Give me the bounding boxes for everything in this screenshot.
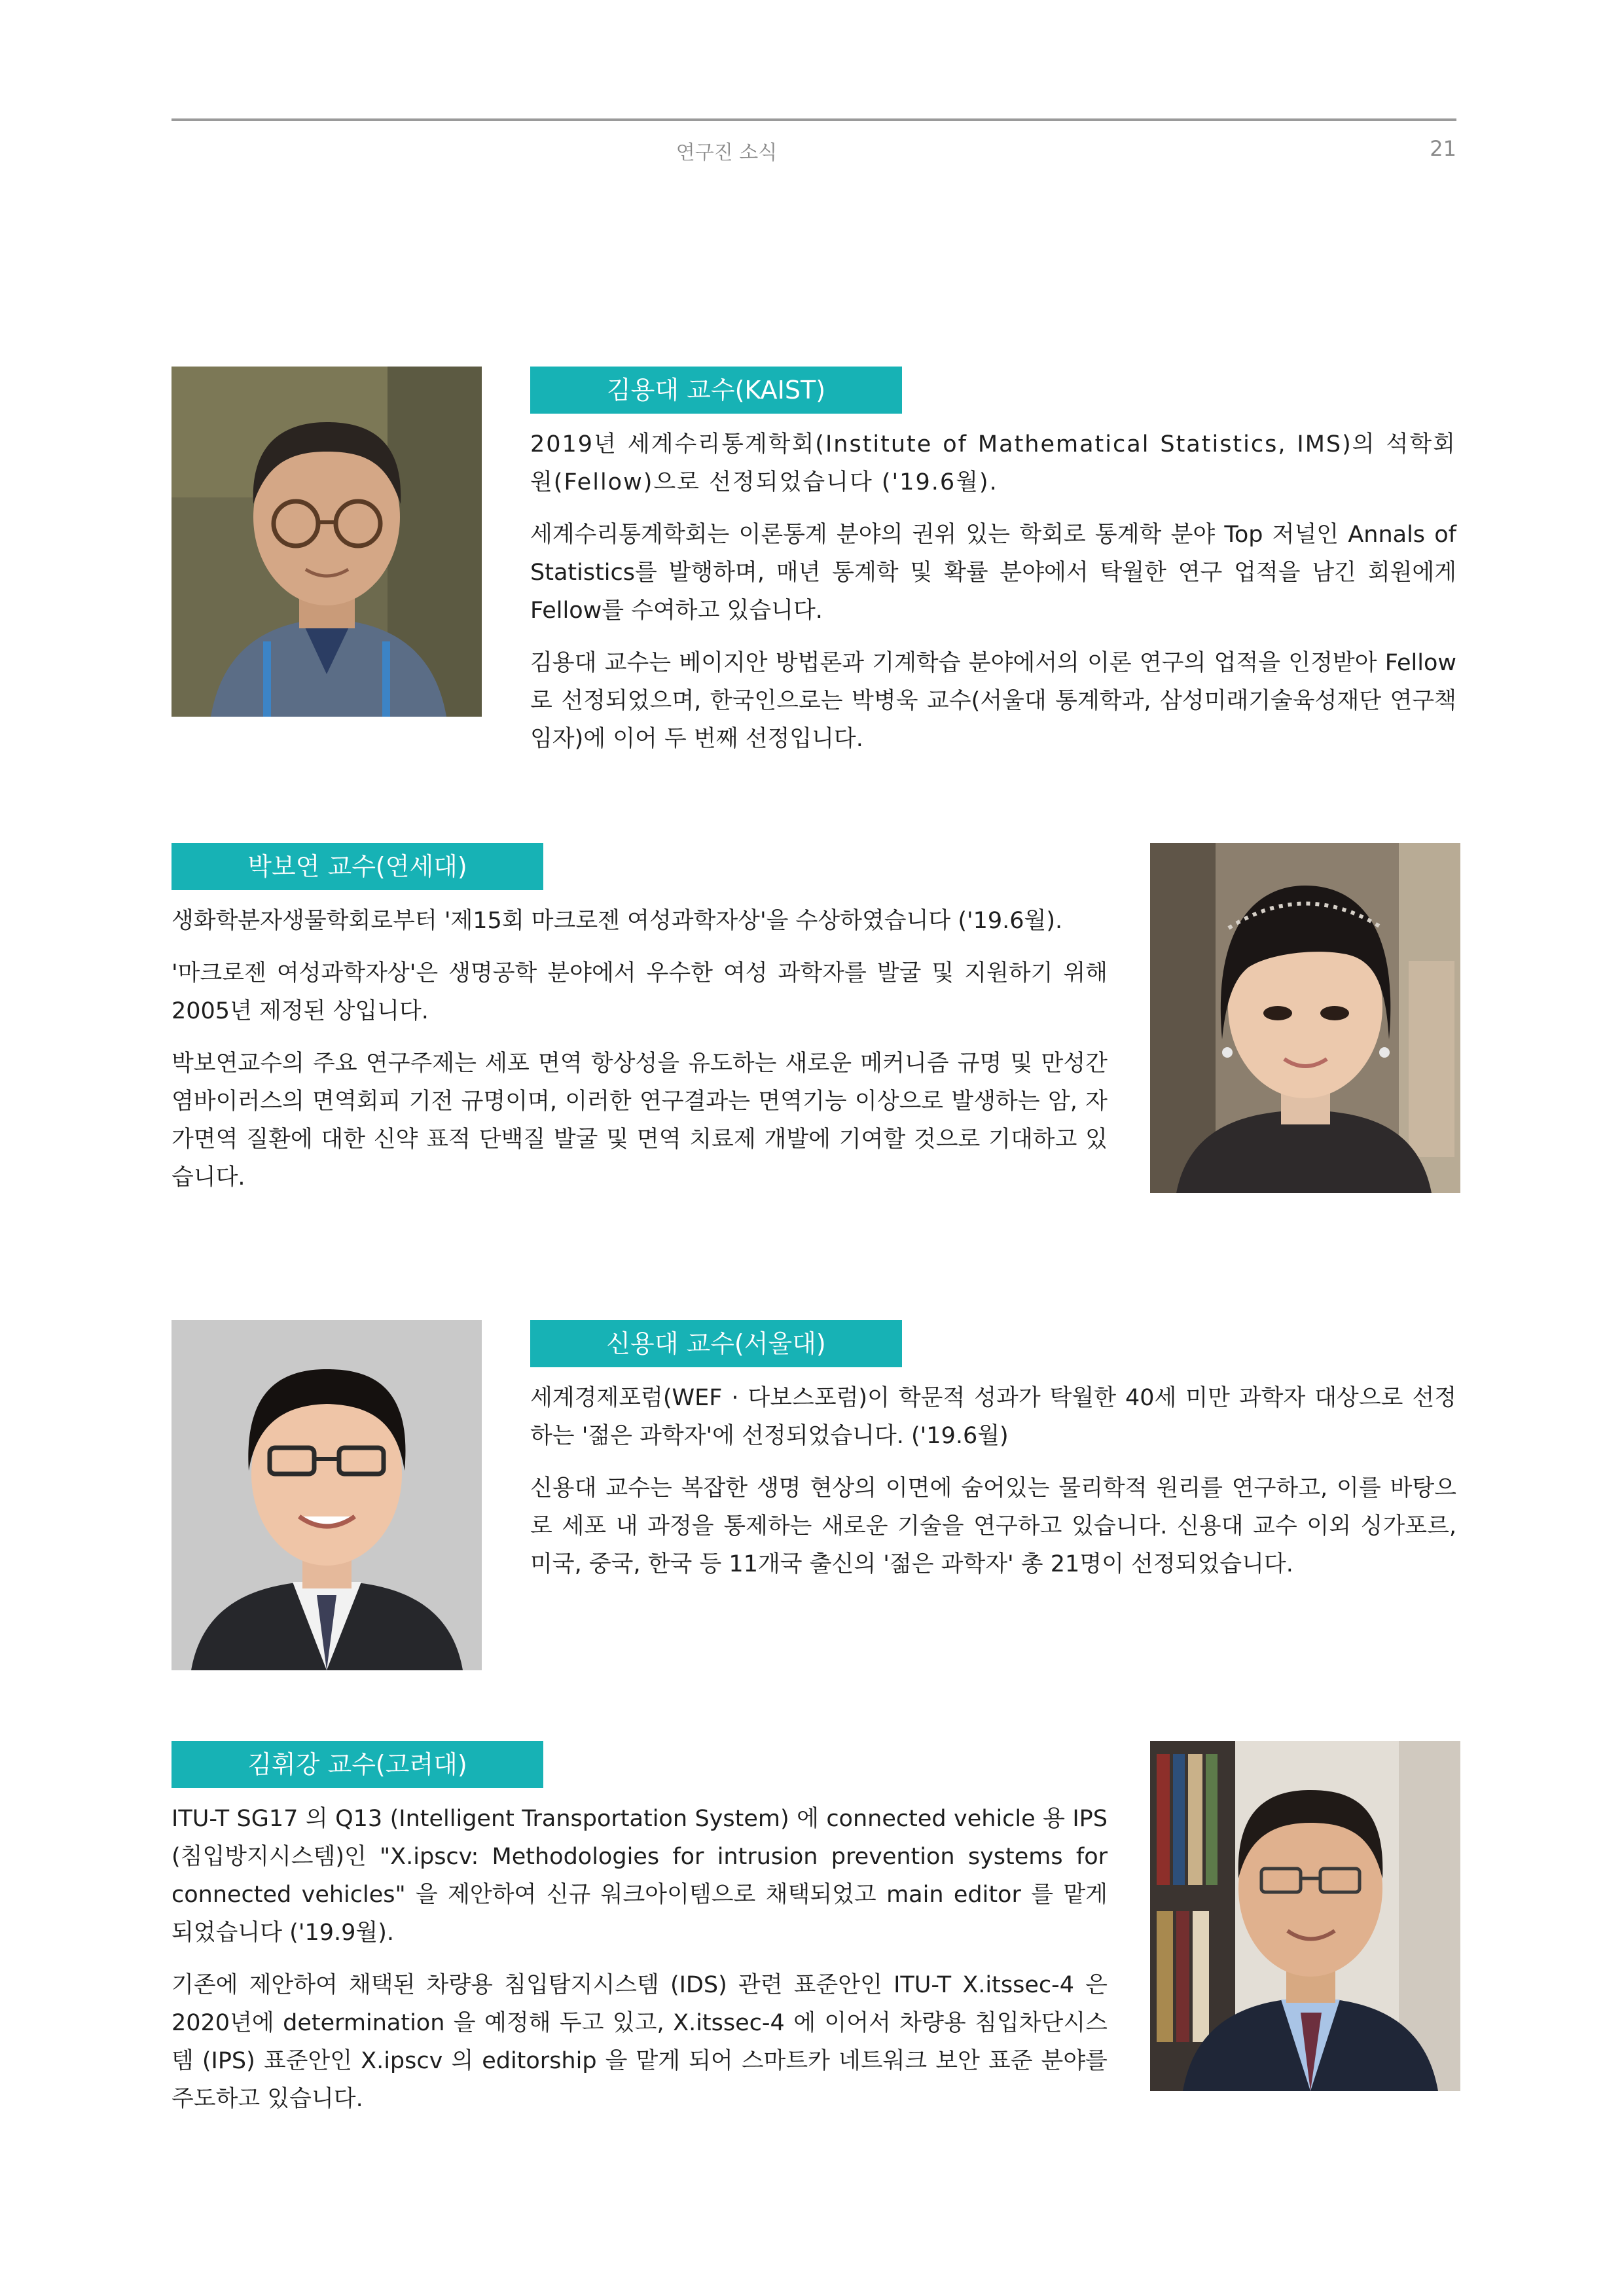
paragraph: 신용대 교수는 복잡한 생명 현상의 이면에 숨어있는 물리학적 원리를 연구하고, 이를 바탕으로 세포 내 과정을 통제하는 새로운 기술을 연구하고 있습니다. 신용대 교수 이외 싱가포르, 미국, 중국, 한국 등 11개국 출신의 '젊은 과학자' 총 21명이 선정되었습니다. bbox=[530, 1475, 1456, 1577]
profile-photo bbox=[171, 1320, 482, 1670]
paragraph: 세계수리통계학회는 이론통계 분야의 권위 있는 학회로 통계학 분야 Top 저널인 Annals of Statistics를 발행하며, 매년 통계학 및 확률 분야에서 탁월한 연구 업적을 남긴 회원에게 Fellow를 수여하고 있습니다. bbox=[530, 522, 1456, 624]
profile-description bbox=[171, 1800, 1108, 2132]
paragraph: 생화학분자생물학회로부터 '제15회 마크로젠 여성과학자상'을 수상하였습니다 ('19.6월). bbox=[171, 908, 1063, 934]
paragraph: 세계경제포럼(WEF · 다보스포럼)이 학문적 성과가 탁월한 40세 미만 과학자 대상으로 선정하는 '젊은 과학자'에 선정되었습니다. ('19.6월) bbox=[530, 1385, 1456, 1449]
profile-description bbox=[530, 1379, 1456, 1598]
header-rule bbox=[171, 118, 1456, 121]
page-number: 21 bbox=[1430, 136, 1456, 161]
paragraph: 2019년 세계수리통계학회(Institute of Mathematical Statistics, IMS)의 석학회원(Fellow)으로 선정되었습니다 ('19.6월). bbox=[530, 431, 1456, 495]
profile-description bbox=[530, 425, 1456, 772]
running-header-title: 연구진 소식 bbox=[676, 141, 778, 164]
profile-photo bbox=[1150, 1741, 1460, 2091]
profile-name-badge: 박보연 교수(연세대) bbox=[171, 843, 543, 890]
paragraph: 기존에 제안하여 채택된 차량용 침입탐지시스템 (IDS) 관련 표준안인 ITU-T X.itssec-4 은 2020년에 determination 을 예정해 두고 있고, X.itssec-4 에 이어서 차량용 침입차단시스템 (IPS) 표준안인 X.ipscv 의 editorship 을 맡게 되어 스마트카 네트워크 보안 표준 분야를 주도하고 있습니다. bbox=[171, 1972, 1108, 2112]
profile-name-badge: 김휘강 교수(고려대) bbox=[171, 1741, 543, 1788]
profile-photo bbox=[1150, 843, 1460, 1193]
profile-name-badge: 신용대 교수(서울대) bbox=[530, 1320, 902, 1367]
profile-description bbox=[171, 902, 1108, 1211]
paragraph: 김용대 교수는 베이지안 방법론과 기계학습 분야에서의 이론 연구의 업적을 인정받아 Fellow로 선정되었으며, 한국인으로는 박병욱 교수(서울대 통계학과, 삼성미래기술육성재단 연구책임자)에 이어 두 번째 선정입니다. bbox=[530, 650, 1456, 752]
profile-name-badge: 김용대 교수(KAIST) bbox=[530, 367, 902, 414]
paragraph: 박보연교수의 주요 연구주제는 세포 면역 항상성을 유도하는 새로운 메커니즘 규명 및 만성간염바이러스의 면역회피 기전 규명이며, 이러한 연구결과는 면역기능 이상으로 발생하는 암, 자가면역 질환에 대한 신약 표적 단백질 발굴 및 면역 치료제 개발에 기여할 것으로 기대하고 있습니다. bbox=[171, 1050, 1108, 1191]
profile-photo bbox=[171, 367, 482, 717]
paragraph: ITU-T SG17 의 Q13 (Intelligent Transportation System) 에 connected vehicle 용 IPS (침입방지시스템)인 "X.ipscv: Methodologies for intrusion prevention systems for connected vehicles" 을 제안하여 신규 워크아이템으로 채택되었고 main editor 를 맡게 되었습니다 ('19.9월). bbox=[171, 1806, 1108, 1946]
paragraph: '마크로젠 여성과학자상'은 생명공학 분야에서 우수한 여성 과학자를 발굴 및 지원하기 위해 2005년 제정된 상입니다. bbox=[171, 960, 1108, 1024]
